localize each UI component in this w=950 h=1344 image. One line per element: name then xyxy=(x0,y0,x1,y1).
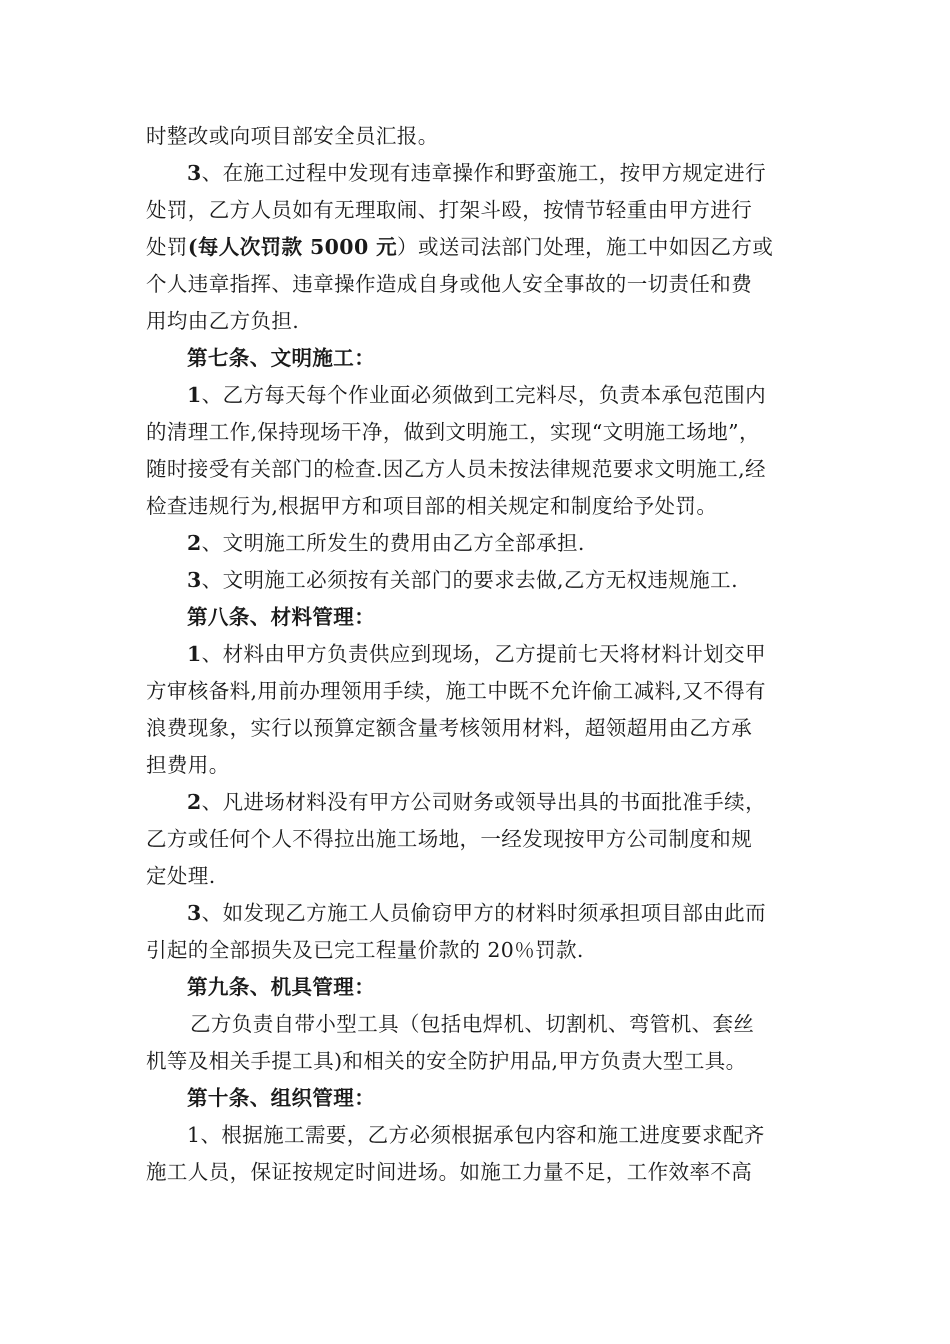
text-line xyxy=(146,932,811,969)
text-segment: 时整改或向项目部安全员汇报。 xyxy=(146,124,439,148)
text-segment: 、材料由甲方负责供应到现场，乙方提前七天将材料计划交甲 xyxy=(201,642,766,666)
text-segment: 3 xyxy=(187,161,202,185)
text-line xyxy=(146,118,811,155)
text-line xyxy=(146,747,811,784)
text-line xyxy=(146,488,811,525)
text-line xyxy=(146,784,811,821)
text-segment: 、如发现乙方施工人员偷窃甲方的材料时须承担项目部由此而 xyxy=(201,901,766,925)
text-line xyxy=(146,155,811,192)
text-segment: 个人违章指挥、违章操作造成自身或他人安全事故的一切责任和费 xyxy=(146,272,753,296)
text-segment: 3 xyxy=(187,568,202,592)
text-segment: 随时接受有关部门的检查.因乙方人员未按法律规范要求文明施工,经 xyxy=(146,457,766,481)
text-segment: 2 xyxy=(187,790,202,814)
text-segment: 、凡进场材料没有甲方公司财务或领导出具的书面批准手续， xyxy=(201,790,766,814)
text-line xyxy=(146,266,811,303)
text-segment: 浪费现象，实行以预算定额含量考核领用材料，超领超用由乙方承 xyxy=(146,716,753,740)
text-line xyxy=(146,1154,811,1191)
text-segment: 、乙方每天每个作业面必须做到工完料尽，负责本承包范围内 xyxy=(201,383,766,407)
text-segment: 第八条、材料管理： xyxy=(187,605,376,629)
text-segment: 引起的全部损失及已完工程量价款的 20％罚款. xyxy=(146,938,584,962)
text-line xyxy=(146,377,811,414)
document-page xyxy=(146,118,811,1191)
text-segment: 1 xyxy=(187,383,202,407)
text-line xyxy=(146,599,811,636)
text-segment: 、在施工过程中发现有违章操作和野蛮施工，按甲方规定进行 xyxy=(201,161,766,185)
text-line xyxy=(146,562,811,599)
text-segment: 定处理. xyxy=(146,864,216,888)
text-line xyxy=(146,969,811,1006)
text-segment: 检查违规行为,根据甲方和项目部的相关规定和制度给予处罚。 xyxy=(146,494,718,518)
text-segment: 的清理工作,保持现场干净，做到文明施工，实现“文明施工场地”， xyxy=(146,420,760,444)
text-segment: 处罚 xyxy=(146,235,188,259)
text-segment: 第九条、机具管理： xyxy=(187,975,376,999)
text-line xyxy=(146,1006,811,1043)
text-line xyxy=(146,1117,811,1154)
text-segment: 处罚，乙方人员如有无理取闹、打架斗殴，按情节轻重由甲方进行 xyxy=(146,198,753,222)
text-line xyxy=(146,1043,811,1080)
text-segment: 2 xyxy=(187,531,202,555)
text-segment: 第七条、文明施工： xyxy=(187,346,376,370)
text-line xyxy=(146,858,811,895)
text-line xyxy=(146,340,811,377)
text-segment: (每人次罚款 5000 元 xyxy=(187,235,398,259)
text-line xyxy=(146,895,811,932)
text-segment: 乙方负责自带小型工具（包括电焊机、切割机、弯管机、套丝 xyxy=(190,1012,755,1036)
text-line xyxy=(146,451,811,488)
text-segment: 机等及相关手提工具)和相关的安全防护用品,甲方负责大型工具。 xyxy=(146,1049,747,1073)
text-line xyxy=(146,192,811,229)
text-segment: ）或送司法部门处理，施工中如因乙方或 xyxy=(397,235,774,259)
text-segment: 方审核备料,用前办理领用手续，施工中既不允许偷工减料,又不得有 xyxy=(146,679,766,703)
text-segment: 担费用。 xyxy=(146,753,230,777)
text-segment: 1、根据施工需要，乙方必须根据承包内容和施工进度要求配齐 xyxy=(187,1123,765,1147)
text-segment: 第十条、组织管理： xyxy=(187,1086,376,1110)
text-segment: 、文明施工所发生的费用由乙方全部承担. xyxy=(201,531,585,555)
text-line xyxy=(146,303,811,340)
text-segment: 施工人员，保证按规定时间进场。如施工力量不足，工作效率不高 xyxy=(146,1160,753,1184)
text-line xyxy=(146,636,811,673)
text-line xyxy=(146,673,811,710)
text-segment: 、文明施工必须按有关部门的要求去做,乙方无权违规施工. xyxy=(201,568,739,592)
text-segment: 1 xyxy=(187,642,202,666)
text-segment: 3 xyxy=(187,901,202,925)
text-segment: 乙方或任何个人不得拉出施工场地，一经发现按甲方公司制度和规 xyxy=(146,827,753,851)
text-line xyxy=(146,821,811,858)
text-line xyxy=(146,229,811,266)
text-line xyxy=(146,1080,811,1117)
text-line xyxy=(146,525,811,562)
text-segment: 用均由乙方负担. xyxy=(146,309,300,333)
text-line xyxy=(146,414,811,451)
text-line xyxy=(146,710,811,747)
